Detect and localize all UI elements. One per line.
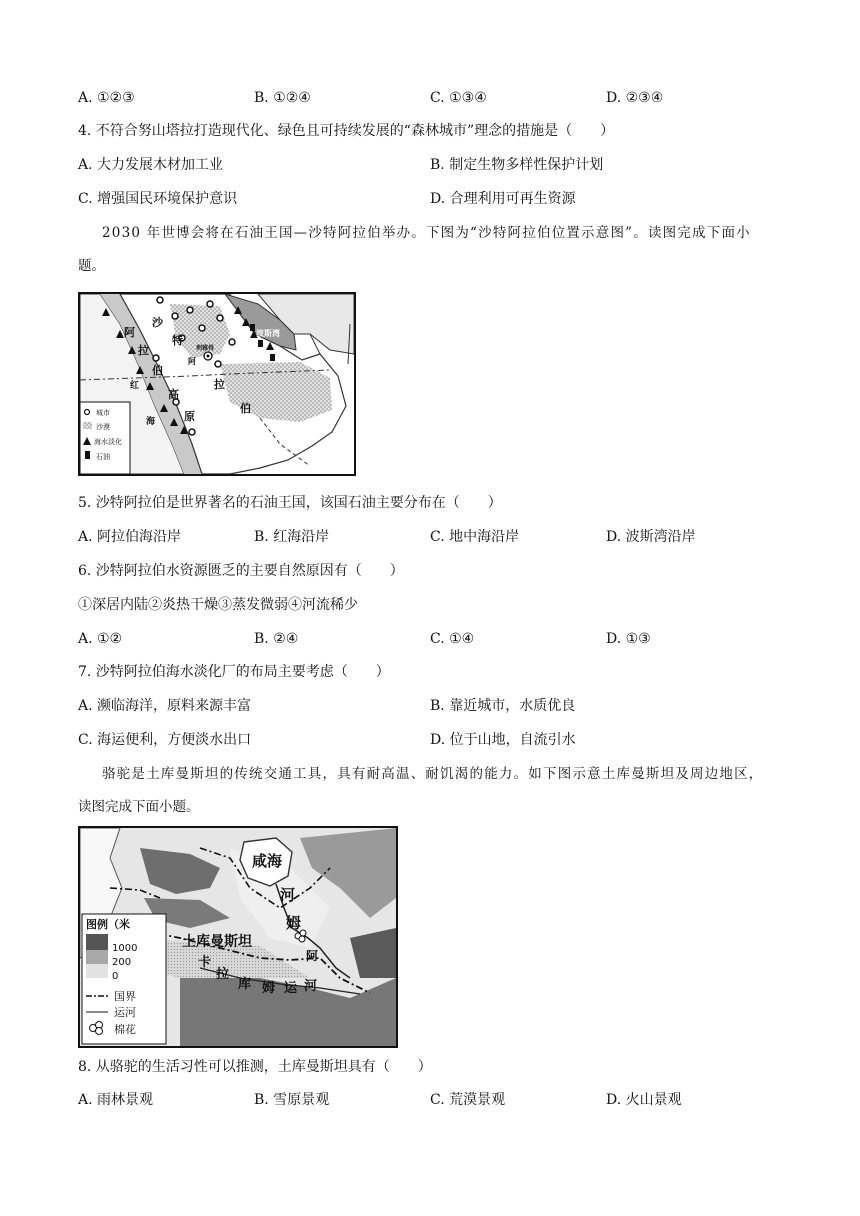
canal-label-yun: 运 [284,981,298,996]
legend-level-1000: 1000 [112,943,138,954]
red-sea-label-1: 红 [130,381,140,391]
q7-option-a[interactable]: A. 濒临海洋，原料来源丰富 [78,698,252,714]
q7-option-d[interactable]: D. 位于山地，自流引水 [430,732,576,748]
question-8-stem: 8. 从骆驼的生活习性可以推测，土库曼斯坦具有（ ） [78,1059,432,1075]
river-label-mu: 姆 [286,914,302,932]
map-label-te: 特 [172,334,183,347]
legend-level-0: 0 [112,971,119,982]
q3-option-d[interactable]: D. ②③④ [606,90,664,106]
legend-level-200: 200 [112,957,132,968]
q8-option-d[interactable]: D. 火山景观 [606,1092,682,1108]
q8-option-c[interactable]: C. 荒漠景观 [430,1092,506,1108]
map-label-a: 阿 [188,357,196,366]
passage-turkmenistan-line2: 读图完成下面小题。 [78,799,200,815]
q4-option-b[interactable]: B. 制定生物多样性保护计划 [430,157,604,173]
plateau-label-4: 高 [168,388,179,401]
q4-option-a[interactable]: A. 大力发展木材加工业 [78,157,224,173]
q7-option-b[interactable]: B. 靠近城市，水质优良 [430,698,576,714]
persian-gulf-label: 波斯湾 [256,329,280,338]
plateau-label-2: 拉 [138,344,149,357]
legend-oil: 石油 [96,453,110,461]
canal-label-he: 河 [304,979,318,994]
q5-option-a[interactable]: A. 阿拉伯海沿岸 [78,529,182,545]
saudi-arabia-map [78,292,356,476]
river-label-he: 河 [280,886,296,904]
q6-option-a[interactable]: A. ①② [78,631,123,647]
turkmenistan-label: 土库曼斯坦 [182,934,252,950]
q5-option-d[interactable]: D. 波斯湾沿岸 [606,529,696,545]
river-label-a: 阿 [306,949,319,963]
plateau-label-3: 伯 [152,364,163,377]
q3-option-b[interactable]: B. ①②④ [254,90,311,106]
map-label-bo: 伯 [240,402,251,415]
turkmenistan-map [78,826,398,1048]
legend-title: 图例（米 [86,918,130,931]
q6-option-d[interactable]: D. ①③ [606,631,651,647]
q7-option-c[interactable]: C. 海运便利，方便淡水出口 [78,732,252,748]
red-sea-label-2: 海 [146,417,156,427]
question-4-stem: 4. 不符合努山塔拉打造现代化、绿色且可持续发展的“森林城市”理念的措施是（ ） [78,123,615,139]
legend-city: 城市 [96,409,110,417]
q5-option-b[interactable]: B. 红海沿岸 [254,529,330,545]
q8-option-a[interactable]: A. 雨林景观 [78,1092,154,1108]
q3-option-c[interactable]: C. ①③④ [430,90,487,106]
question-7-stem: 7. 沙特阿拉伯海水淡化厂的布局主要考虑（ ） [78,664,390,680]
legend-canal: 运河 [114,1006,136,1019]
aral-sea-label: 咸海 [252,852,283,870]
question-5-stem: 5. 沙特阿拉伯是世界著名的石油王国，该国石油主要分布在（ ） [78,495,502,511]
legend-cotton: 棉花 [114,1023,136,1036]
canal-label-ka: 卡 [198,955,212,970]
canal-label-mu: 姆 [262,981,276,996]
q5-option-c[interactable]: C. 地中海沿岸 [430,529,520,545]
legend-desert: 沙漠 [96,423,110,431]
q4-option-c[interactable]: C. 增强国民环境保护意识 [78,191,238,207]
q6-option-c[interactable]: C. ①④ [430,631,475,647]
plateau-label-5: 原 [184,410,195,423]
passage-turkmenistan-line1: 骆驼是土库曼斯坦的传统交通工具，具有耐高温、耐饥渴的能力。如下图示意土库曼斯坦及周边地区， [102,766,764,782]
q3-option-a[interactable]: A. ①②③ [78,90,135,106]
q4-option-d[interactable]: D. 合理利用可再生资源 [430,191,576,207]
legend-desalination: 海水淡化 [94,438,122,446]
riyadh-label: 利雅得 [196,345,215,352]
q6-option-b[interactable]: B. ②④ [254,631,299,647]
q8-option-b[interactable]: B. 雪原景观 [254,1092,330,1108]
map-label-sha: 沙 [152,316,163,329]
passage-saudi-line2: 题。 [78,258,105,274]
question-6-stem: 6. 沙特阿拉伯水资源匮乏的主要自然原因有（ ） [78,563,404,579]
canal-label-ku: 库 [238,977,252,992]
canal-label-la: 拉 [216,967,230,982]
passage-saudi-line1: 2030 年世博会将在石油王国—沙特阿拉伯举办。下图为“沙特阿拉伯位置示意图”。读图完成下面小 [102,225,751,241]
legend-border: 国界 [114,990,136,1003]
question-6-items: ①深居内陆②炎热干燥③蒸发微弱④河流稀少 [78,597,358,613]
map-label-la: 拉 [214,378,225,391]
plateau-label-1: 阿 [124,326,135,339]
